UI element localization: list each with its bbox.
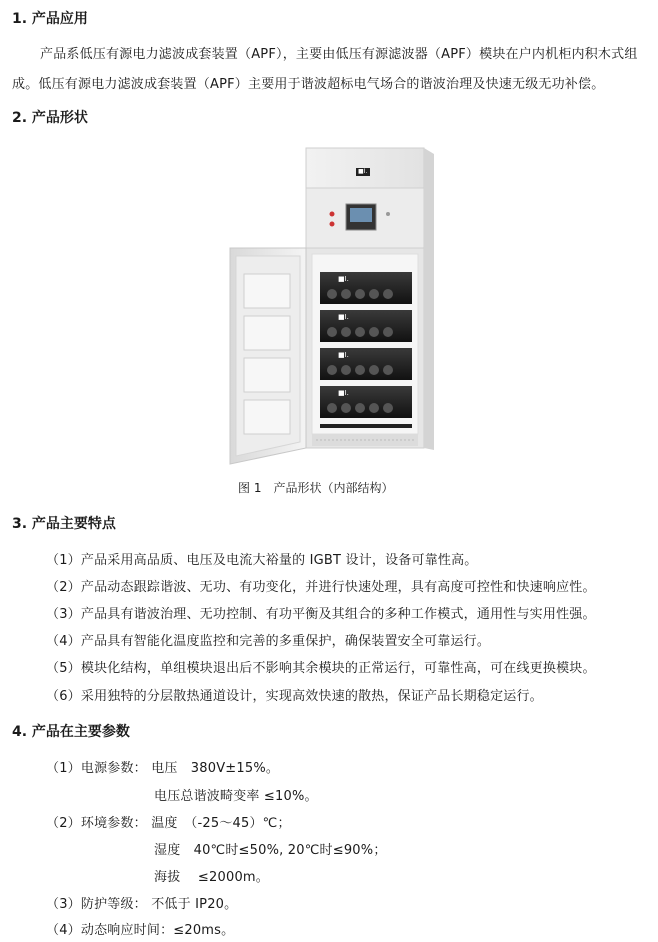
module-unit — [320, 310, 412, 342]
module-badge: ■I. — [338, 313, 349, 321]
param-row: （1）电源参数： 电压 380V±15%。 — [46, 761, 280, 776]
feature-item: （2）产品动态跟踪谐波、无功、有功变化，并进行快速处理，具有高度可控性和快速响应性。 — [46, 580, 596, 595]
section-heading: 4. 产品在主要参数 — [12, 724, 130, 740]
feature-item: （3）产品具有谐波治理、无功控制、有功平衡及其组合的多种工作模式，通用性与实用性强。 — [46, 607, 596, 622]
module-unit — [320, 272, 412, 304]
section-heading: 2. 产品形状 — [12, 110, 88, 126]
param-row: 海拔 ≤2000m。 — [154, 870, 269, 885]
param-row: 湿度 40℃时≤50%, 20℃时≤90%； — [154, 843, 387, 858]
feature-item: （1）产品采用高品质、电压及电流大裕量的 IGBT 设计，设备可靠性高。 — [46, 553, 478, 568]
module-badge: ■I. — [358, 168, 368, 175]
param-row: （4）动态响应时间：≤20ms。 — [46, 923, 235, 938]
feature-item: （5）模块化结构，单组模块退出后不影响其余模块的正常运行，可靠性高，可在线更换模块。 — [46, 661, 596, 676]
param-row: （3）防护等级： 不低于 IP20。 — [46, 897, 238, 912]
module-unit — [320, 424, 412, 428]
feature-item: （6）采用独特的分层散热通道设计，实现高效快速的散热，保证产品长期稳定运行。 — [46, 689, 543, 704]
module-badge: ■I. — [338, 275, 349, 283]
paragraph-line: 成。低压有源电力滤波成套装置（APF）主要用于谐波超标电气场合的谐波治理及快速无级无功补偿。 — [12, 77, 605, 92]
param-row: 电压总谐波畸变率 ≤10%。 — [154, 789, 318, 804]
module-unit — [320, 348, 412, 380]
module-badge: ■I. — [338, 389, 349, 397]
module-unit — [320, 386, 412, 418]
paragraph-line: 产品系低压有源电力滤波成套装置（APF），主要由低压有源滤波器（APF）模块在户内机柜内积木式组 — [40, 47, 638, 62]
product-cabinet-image — [208, 144, 440, 470]
param-row: （2）环境参数： 温度 （-25～45）℃； — [46, 816, 291, 831]
module-badge: ■I. — [338, 351, 349, 359]
feature-item: （4）产品具有智能化温度监控和完善的多重保护，确保装置安全可靠运行。 — [46, 634, 491, 649]
section-heading: 1. 产品应用 — [12, 11, 88, 27]
section-heading: 3. 产品主要特点 — [12, 516, 116, 532]
figure-caption: 图 1 产品形状（内部结构） — [238, 481, 394, 495]
